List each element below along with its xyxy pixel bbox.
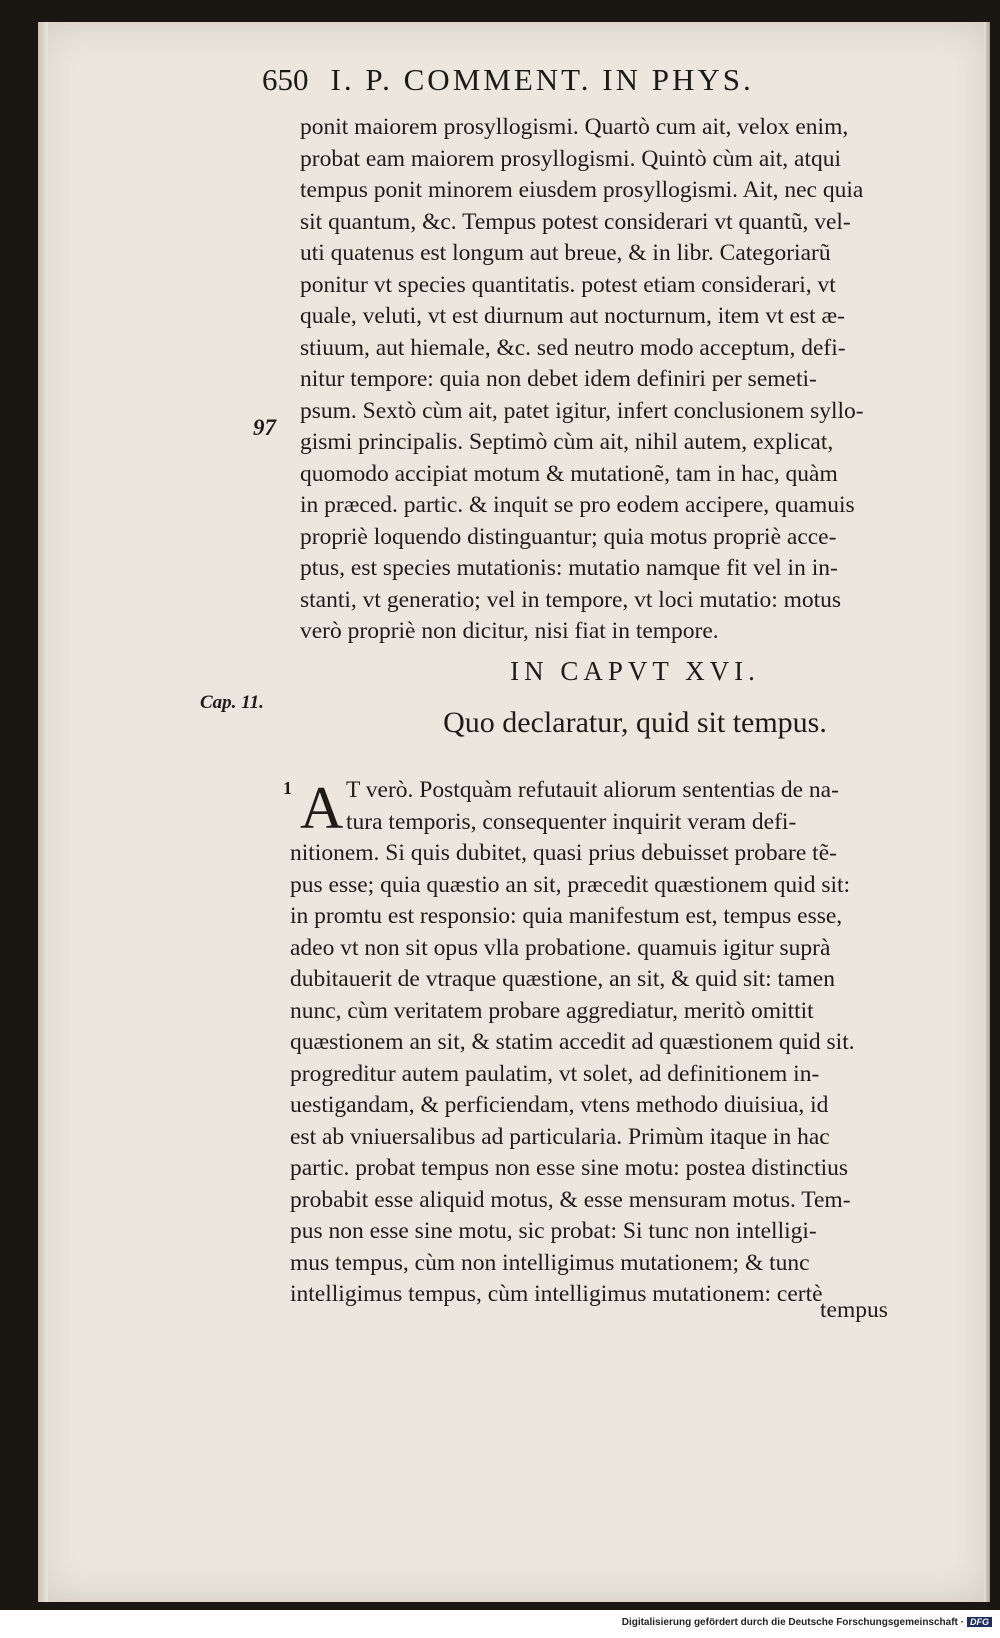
text-line: est ab vniuersalibus ad particularia. Primùm itaque in hac bbox=[290, 1123, 830, 1150]
text-line: in promtu est responsio: quia manifestum est, tempus esse, bbox=[290, 903, 843, 929]
text-line: psum. Sextò cùm ait, patet igitur, infert conclusionem syllo- bbox=[300, 397, 864, 424]
text-line: T verò. Postquàm refutauit aliorum sententias de na- bbox=[346, 777, 839, 803]
text-line: intelligimus tempus, cùm intelligimus mutationem: certè bbox=[290, 1281, 823, 1307]
text-line: in præced. partic. & inquit se pro eodem accipere, quamuis bbox=[300, 492, 855, 518]
text-line: verò propriè non dicitur, nisi fiat in tempore. bbox=[300, 618, 719, 644]
text-line: nitionem. Si quis dubitet, quasi prius debuisset probare tẽ- bbox=[290, 840, 837, 866]
text-line: ponit maiorem prosyllogismi. Quartò cum ait, velox enim, bbox=[300, 114, 849, 140]
text-line: sit quantum, &c. Tempus potest considerari vt quantũ, vel- bbox=[300, 208, 851, 235]
digitization-credit bbox=[622, 1617, 992, 1628]
running-title: I. P. COMMENT. IN PHYS. bbox=[330, 62, 754, 97]
text-line: pus non esse sine motu, sic probat: Si tunc non intelligi- bbox=[290, 1218, 817, 1244]
catchword: tempus bbox=[820, 1297, 888, 1323]
text-line: mus tempus, cùm non intelligimus mutationem; & tunc bbox=[290, 1249, 810, 1276]
text-line: stanti, vt generatio; vel in tempore, vt loci mutatio: motus bbox=[300, 586, 842, 613]
text-line: ponitur vt species quantitatis. potest etiam considerari, vt bbox=[300, 271, 836, 298]
text-line: ptus, est species mutationis: mutatio namque fit vel in in- bbox=[300, 555, 838, 581]
drop-capital: A bbox=[300, 775, 344, 841]
text-line: uti quatenus est longum aut breue, & in libr. Categoriarũ bbox=[300, 240, 831, 266]
text-line: gismi principalis. Septimò cùm ait, nihil autem, explicat, bbox=[300, 429, 834, 455]
text-line: quæstionem an sit, & statim accedit ad quæstionem quid sit. bbox=[290, 1029, 855, 1055]
section-number: 1 bbox=[283, 778, 292, 798]
text-line: tura temporis, consequenter inquirit veram defi- bbox=[346, 808, 797, 835]
credit-text: Digitalisierung gefördert durch die Deutsche Forschungsgemeinschaft · bbox=[621, 1617, 964, 1628]
text-line: nitur tempore: quia non debet idem definiri per semeti- bbox=[300, 366, 817, 392]
text-line: partic. probat tempus non esse sine motu: postea distinctius bbox=[290, 1155, 849, 1181]
text-line: probat eam maiorem prosyllogismi. Quintò cùm ait, atqui bbox=[300, 145, 842, 172]
chapter-heading: IN CAPVT XVI. bbox=[510, 656, 760, 686]
text-line: pus esse; quia quæstio an sit, præcedit quæstionem quid sit: bbox=[290, 871, 851, 898]
text-line: quale, veluti, vt est diurnum aut nocturnum, item vt est æ- bbox=[300, 303, 845, 329]
text-line: progreditur autem paulatim, vt solet, ad definitionem in- bbox=[290, 1060, 820, 1087]
text-line: tempus ponit minorem eiusdem prosyllogismi. Ait, nec quia bbox=[300, 177, 864, 203]
margin-note-chapter: Cap. 11. bbox=[200, 692, 264, 713]
text-line: quomodo accipiat motum & mutationẽ, tam in hac, quàm bbox=[300, 460, 838, 487]
margin-note-97: 97 bbox=[253, 415, 276, 440]
page-number: 650 bbox=[262, 62, 309, 97]
text-line: dubitauerit de vtraque quæstione, an sit, & quid sit: tamen bbox=[290, 966, 835, 992]
text-line: uestigandam, & perficiendam, vtens methodo diuisiua, id bbox=[290, 1092, 829, 1118]
text-line: stiuum, aut hiemale, &c. sed neutro modo acceptum, defi- bbox=[300, 334, 846, 361]
running-head bbox=[262, 62, 902, 98]
text-line: adeo vt non sit opus vlla probatione. quamuis igitur suprà bbox=[290, 934, 831, 961]
text-line: nunc, cùm veritatem probare aggrediatur, meritò omittit bbox=[290, 997, 814, 1024]
text-line: probabit esse aliquid motus, & esse mensuram motus. Tem- bbox=[290, 1186, 851, 1213]
commentary-block-2 bbox=[290, 775, 960, 1311]
commentary-block-1 bbox=[300, 112, 970, 648]
dfg-logo: DFG bbox=[967, 1617, 992, 1627]
chapter-subtitle: Quo declaratur, quid sit tempus. bbox=[443, 706, 827, 739]
text-line: propriè loquendo distinguantur; quia motus propriè acce- bbox=[300, 523, 837, 550]
